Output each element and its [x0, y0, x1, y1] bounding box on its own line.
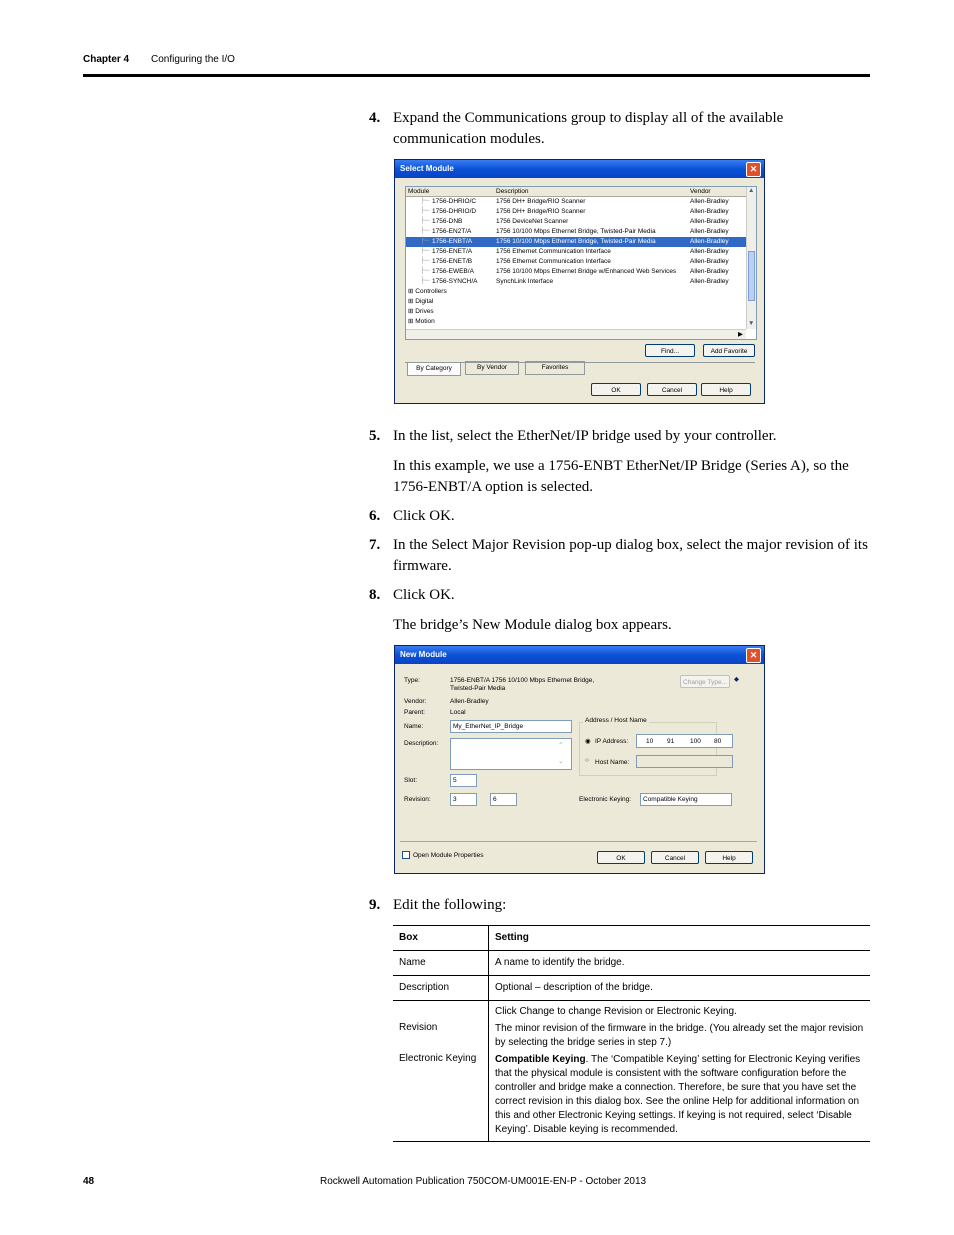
module-name: 1756-EWEB/A	[432, 268, 474, 275]
tree-group[interactable]	[408, 307, 434, 315]
section-title: Configuring the I/O	[151, 54, 235, 65]
table-row	[393, 951, 870, 976]
radio-unselected-icon[interactable]: ○	[585, 757, 589, 764]
close-icon[interactable]: ✕	[746, 162, 761, 177]
arrow-left-icon: ◆	[734, 676, 739, 683]
help-button[interactable]: Help	[705, 851, 753, 864]
slot-label: Slot:	[404, 777, 418, 784]
vendor-label: Vendor:	[404, 698, 427, 705]
module-description: 1756 10/100 Mbps Ethernet Bridge w/Enhanced Web Services	[496, 268, 677, 275]
close-icon[interactable]: ✕	[746, 648, 761, 663]
module-name: 1756-DNB	[432, 218, 463, 225]
name-input[interactable]: My_EtherNet_IP_Bridge	[450, 720, 572, 733]
table-header-row	[393, 926, 870, 951]
column-header[interactable]: Description	[496, 188, 529, 195]
host-name-label: Host Name:	[595, 759, 630, 766]
tree-line-icon: ├─	[420, 197, 430, 204]
list-item[interactable]	[406, 267, 746, 277]
step-number: 4.	[369, 110, 381, 126]
revision-box: Revision	[399, 1022, 438, 1033]
table-cell: Name	[393, 951, 489, 976]
scroll-thumb[interactable]	[748, 251, 755, 301]
vendor-value: Allen-Bradley	[450, 698, 489, 705]
horizontal-scrollbar[interactable]	[406, 329, 746, 339]
module-name: 1756-SYNCH/A	[432, 278, 478, 285]
module-description: 1756 Ethernet Communication Interface	[496, 248, 611, 255]
module-description: 1756 DeviceNet Scanner	[496, 218, 569, 225]
revision-label: Revision:	[404, 796, 431, 803]
step-text: In this example, we use a 1756-ENBT EtherNet/IP Bridge (Series A), so the 1756-ENBT/A option is selected.	[393, 458, 849, 495]
module-name: 1756-ENET/B	[432, 258, 473, 265]
ip-octet: 10	[646, 738, 654, 745]
electronic-keying-label: Electronic Keying:	[579, 796, 632, 803]
table-cell: A name to identify the bridge.	[495, 957, 625, 968]
description-input[interactable]	[450, 738, 572, 770]
keying-box: Electronic Keying	[399, 1053, 477, 1064]
parent-label: Parent:	[404, 709, 425, 716]
new-module-dialog	[394, 645, 765, 874]
tree-group-label: Motion	[415, 318, 435, 325]
add-favorite-button[interactable]: Add Favorite	[703, 344, 755, 357]
scroll-down-icon[interactable]: ⌄	[558, 758, 564, 765]
module-description: 1756 Ethernet Communication Interface	[496, 258, 611, 265]
list-item[interactable]	[406, 247, 746, 257]
step-text: The bridge’s New Module dialog box appears.	[393, 617, 672, 633]
tree-line-icon: ├─	[420, 277, 430, 284]
ip-octet: 100	[690, 738, 701, 745]
module-vendor: Allen-Bradley	[690, 278, 729, 285]
type-value: 1756-ENBT/A 1756 10/100 Mbps Ethernet Bridge, Twisted-Pair Media	[450, 677, 595, 692]
tree-group[interactable]	[408, 317, 435, 325]
vertical-scrollbar[interactable]	[746, 187, 756, 329]
tree-line-icon: ├─	[420, 207, 430, 214]
expand-plus-icon[interactable]: ⊞	[408, 288, 416, 295]
cancel-button[interactable]: Cancel	[651, 851, 699, 864]
ip-address-input[interactable]	[636, 734, 733, 748]
module-vendor: Allen-Bradley	[690, 218, 729, 225]
ip-address-label: IP Address:	[595, 738, 629, 745]
module-name: 1756-ENET/A	[432, 248, 473, 255]
ok-button[interactable]: OK	[597, 851, 645, 864]
keying-text	[495, 1053, 864, 1137]
divider	[400, 841, 757, 842]
scroll-down-icon[interactable]: ▼	[748, 320, 755, 327]
module-vendor: Allen-Bradley	[690, 238, 729, 245]
tab-by-category[interactable]: By Category	[407, 363, 461, 376]
module-vendor: Allen-Bradley	[690, 208, 729, 215]
tree-line-icon: ├─	[420, 267, 430, 274]
module-description: SynchLink Interface	[496, 278, 554, 285]
address-group-label: Address / Host Name	[585, 717, 647, 724]
module-name: 1756-DHRIO/C	[432, 198, 477, 205]
ok-button[interactable]: OK	[591, 383, 641, 396]
module-name: 1756-DHRIO/D	[432, 208, 477, 215]
host-name-input[interactable]	[636, 755, 733, 768]
tree-group[interactable]	[408, 297, 433, 305]
dialog-titlebar	[395, 160, 764, 178]
open-properties-label: Open Module Properties	[413, 852, 484, 859]
table-cell: Description	[393, 976, 489, 1001]
step-text: Expand the Communications group to display all of the available communication modules.	[393, 110, 784, 147]
table-header: Box	[393, 926, 489, 951]
dialog-title: Select Module	[400, 164, 454, 173]
table-row	[393, 976, 870, 1001]
module-list[interactable]	[405, 186, 757, 340]
list-header	[406, 187, 746, 197]
change-type-button[interactable]: Change Type...	[680, 675, 730, 688]
tree-group-label: Controllers	[415, 288, 447, 295]
table-row	[393, 1001, 870, 1142]
change-text: Click Change to change Revision or Electronic Keying.	[495, 1006, 737, 1017]
slot-stepper[interactable]: 5	[450, 774, 477, 787]
cancel-button[interactable]: Cancel	[647, 383, 697, 396]
step-text: Click OK.	[393, 587, 455, 603]
list-item[interactable]	[406, 277, 746, 287]
settings-table	[393, 925, 870, 1142]
step-number: 6.	[369, 508, 381, 524]
scroll-up-icon[interactable]: ▲	[748, 187, 755, 194]
name-label: Name:	[404, 723, 424, 730]
module-vendor: Allen-Bradley	[690, 268, 729, 275]
step-number: 8.	[369, 587, 381, 603]
parent-value: Local	[450, 709, 466, 716]
dialog-titlebar	[395, 646, 764, 664]
keying-description: . The ‘Compatible Keying’ setting for Electronic Keying verifies that the physical module is consistent with the software configuration before the controller and bridge make a connection. Therefore, be sure that you have set the correct revision in this dialog box. See the online Help for additional information on this and other Electronic Keying settings. If keying is not required, select ‘Disable Keying’. Disable keying is recommended.	[495, 1054, 861, 1135]
publication-info: Rockwell Automation Publication 750COM-UM001E-EN-P - October 2013	[320, 1176, 647, 1187]
scroll-right-icon[interactable]: ▶	[738, 331, 743, 338]
keying-bold: Compatible Keying	[495, 1054, 586, 1065]
module-vendor: Allen-Bradley	[690, 258, 729, 265]
tab-by-vendor[interactable]: By Vendor	[465, 361, 519, 375]
revision-minor-stepper[interactable]: 6	[490, 793, 517, 806]
module-vendor: Allen-Bradley	[690, 228, 729, 235]
expand-plus-icon[interactable]: ⊞	[408, 298, 416, 305]
list-item[interactable]	[406, 257, 746, 267]
list-item[interactable]	[406, 217, 746, 227]
ip-octet: 80	[714, 738, 722, 745]
find-button[interactable]: Find...	[645, 344, 695, 357]
step-text: Edit the following:	[393, 897, 507, 913]
list-item[interactable]	[406, 227, 746, 237]
tree-group[interactable]	[408, 287, 447, 295]
expand-plus-icon[interactable]: ⊞	[408, 308, 416, 315]
list-item[interactable]	[406, 197, 746, 207]
table-cell	[393, 1001, 489, 1142]
tree-group-label: Digital	[415, 298, 434, 305]
tree-line-icon: ├─	[420, 257, 430, 264]
tree-line-icon: ├─	[420, 227, 430, 234]
module-description: 1756 DH+ Bridge/RIO Scanner	[496, 198, 586, 205]
tree-group-label: Drives	[415, 308, 434, 315]
column-header[interactable]: Vendor	[690, 188, 711, 195]
module-vendor: Allen-Bradley	[690, 198, 729, 205]
step-text: In the list, select the EtherNet/IP bridge used by your controller.	[393, 428, 777, 444]
electronic-keying-select[interactable]: Compatible Keying	[640, 793, 732, 806]
list-item[interactable]	[406, 237, 746, 247]
table-cell	[489, 1001, 871, 1142]
revision-text: The minor revision of the firmware in the bridge. (You already set the major revision by selecting the bridge series in step 7.)	[495, 1023, 864, 1048]
module-description: 1756 10/100 Mbps Ethernet Bridge, Twisted-Pair Media	[496, 238, 656, 245]
scroll-up-icon[interactable]: ⌃	[558, 742, 564, 749]
ip-octet: 91	[667, 738, 675, 745]
step-text: In the Select Major Revision pop-up dialog box, select the major revision of its firmware.	[393, 537, 868, 574]
module-name: 1756-ENBT/A	[432, 238, 473, 245]
page-number: 48	[83, 1176, 95, 1187]
expand-plus-icon[interactable]: ⊞	[408, 318, 416, 325]
description-label: Description:	[404, 740, 439, 747]
step-number: 9.	[369, 897, 381, 913]
select-module-dialog	[394, 159, 765, 404]
column-header[interactable]: Module	[408, 188, 430, 195]
tree-line-icon: ├─	[420, 217, 430, 224]
tree-line-icon: ├─	[420, 247, 430, 254]
tree-line-icon: ├─	[420, 237, 430, 244]
module-name: 1756-EN2T/A	[432, 228, 472, 235]
dialog-title: New Module	[400, 650, 447, 659]
module-description: 1756 DH+ Bridge/RIO Scanner	[496, 208, 586, 215]
table-header: Setting	[495, 932, 529, 943]
radio-selected-icon[interactable]: ◉	[585, 738, 591, 745]
header-rule	[83, 74, 870, 77]
module-vendor: Allen-Bradley	[690, 248, 729, 255]
tab-favorites[interactable]: Favorites	[525, 361, 585, 375]
open-properties-checkbox[interactable]	[402, 851, 410, 859]
step-number: 7.	[369, 537, 381, 553]
revision-major-select[interactable]: 3	[450, 793, 477, 806]
help-button[interactable]: Help	[701, 383, 751, 396]
step-number: 5.	[369, 428, 381, 444]
module-description: 1756 10/100 Mbps Ethernet Bridge, Twisted-Pair Media	[496, 228, 656, 235]
step-text: Click OK.	[393, 508, 455, 524]
table-cell: Optional – description of the bridge.	[495, 982, 653, 993]
list-item[interactable]	[406, 207, 746, 217]
type-label: Type:	[404, 677, 420, 684]
chapter-label: Chapter 4	[83, 54, 130, 65]
